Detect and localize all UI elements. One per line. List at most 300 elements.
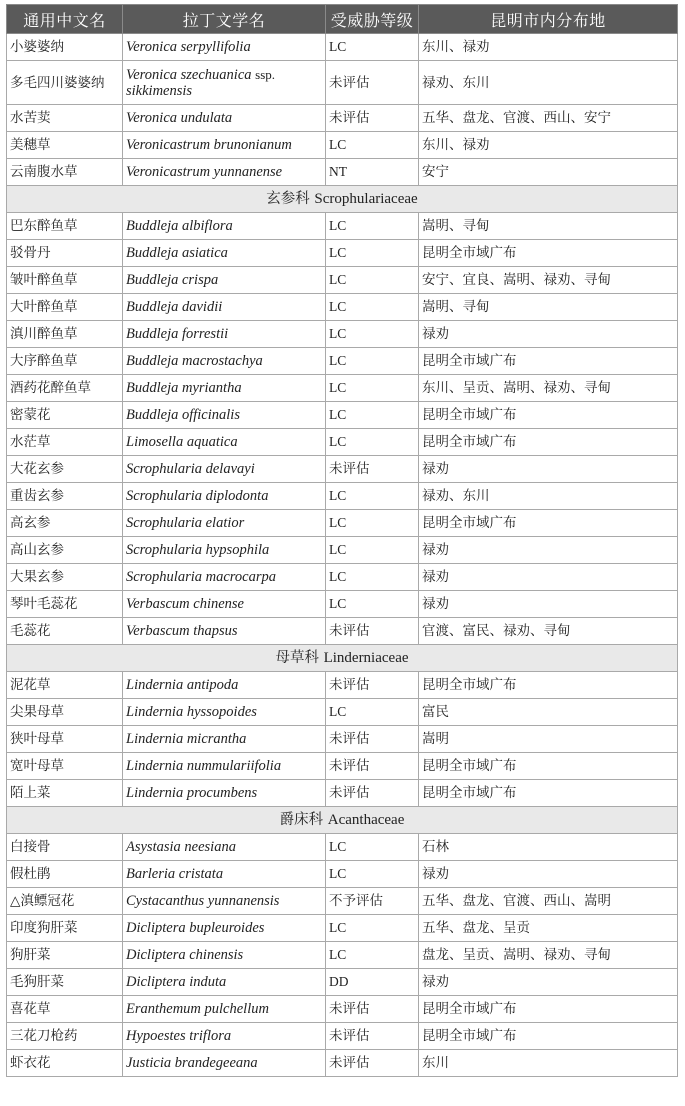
distribution: 石林 <box>422 839 449 855</box>
latin-name: Veronicastrum yunnanense <box>126 164 283 180</box>
distribution: 昆明全市域广布 <box>422 245 517 261</box>
distribution-cell <box>419 61 678 105</box>
table-row <box>7 996 678 1023</box>
distribution-cell <box>419 1023 678 1050</box>
latin-name-cell <box>123 834 326 861</box>
latin-name: Lindernia hyssopoides <box>126 704 257 720</box>
header-distribution: 昆明市内分布地 <box>419 5 678 34</box>
latin-name-cell <box>123 1050 326 1077</box>
chinese-name-cell <box>7 267 123 294</box>
threat-level-cell <box>326 834 419 861</box>
table-row <box>7 618 678 645</box>
threat-level: LC <box>329 596 347 611</box>
table-row <box>7 348 678 375</box>
latin-name: Hypoestes triflora <box>126 1028 232 1044</box>
distribution-cell <box>419 537 678 564</box>
threat-level: 未评估 <box>329 110 370 125</box>
distribution: 昆明全市域广布 <box>422 1028 517 1044</box>
header-chinese-name: 通用中文名 <box>7 5 123 34</box>
chinese-name-cell <box>7 996 123 1023</box>
threat-level: 不予评估 <box>329 893 383 908</box>
distribution-cell <box>419 618 678 645</box>
latin-name: Buddleja myriantha <box>126 380 242 396</box>
latin-name-cell <box>123 969 326 996</box>
chinese-name-cell <box>7 942 123 969</box>
threat-level: 未评估 <box>329 1028 370 1043</box>
threat-level: DD <box>329 974 349 989</box>
chinese-name: 滇川醉鱼草 <box>10 326 78 342</box>
threat-level: 未评估 <box>329 1001 370 1016</box>
chinese-name: 巴东醉鱼草 <box>10 218 78 234</box>
family-latin-name: Linderniaceae <box>323 650 409 666</box>
table-row <box>7 780 678 807</box>
chinese-name-cell <box>7 834 123 861</box>
threat-level: LC <box>329 137 347 152</box>
threat-level: LC <box>329 299 347 314</box>
threat-level-cell <box>326 699 419 726</box>
chinese-name: 高山玄参 <box>10 542 64 558</box>
distribution-cell <box>419 240 678 267</box>
table-row <box>7 753 678 780</box>
threat-level-cell <box>326 996 419 1023</box>
family-cell <box>7 186 678 213</box>
latin-name-cell <box>123 294 326 321</box>
table-row <box>7 61 678 105</box>
distribution: 禄劝 <box>422 569 449 585</box>
distribution: 五华、盘龙、官渡、西山、嵩明 <box>422 893 611 909</box>
threat-level: LC <box>329 704 347 719</box>
threat-level: 未评估 <box>329 623 370 638</box>
distribution-cell <box>419 888 678 915</box>
latin-name-cell <box>123 753 326 780</box>
latin-name: Scrophularia delavayi <box>126 461 255 477</box>
latin-name: Buddleja forrestii <box>126 326 229 342</box>
latin-name: Lindernia procumbens <box>126 785 258 801</box>
chinese-name: 酒药花醉鱼草 <box>10 380 91 396</box>
threat-level: LC <box>329 218 347 233</box>
latin-name-cell <box>123 537 326 564</box>
chinese-name-cell <box>7 375 123 402</box>
chinese-name-cell <box>7 34 123 61</box>
latin-name-cell <box>123 942 326 969</box>
latin-name: Verbascum thapsus <box>126 623 238 639</box>
distribution-cell <box>419 429 678 456</box>
distribution-cell <box>419 834 678 861</box>
distribution: 昆明全市域广布 <box>422 785 517 801</box>
chinese-name-cell <box>7 240 123 267</box>
latin-name-cell <box>123 240 326 267</box>
distribution: 五华、盘龙、官渡、西山、安宁 <box>422 110 611 126</box>
chinese-name: 大序醉鱼草 <box>10 353 78 369</box>
table-header-row <box>7 5 678 34</box>
distribution-cell <box>419 159 678 186</box>
chinese-name-cell <box>7 1023 123 1050</box>
chinese-name-cell <box>7 159 123 186</box>
latin-name-cell <box>123 61 326 105</box>
distribution-cell <box>419 942 678 969</box>
latin-name-cell <box>123 402 326 429</box>
latin-name: Barleria cristata <box>126 866 224 882</box>
distribution: 禄劝 <box>422 542 449 558</box>
threat-level: LC <box>329 380 347 395</box>
latin-name: Lindernia nummulariifolia <box>126 758 282 774</box>
table-row <box>7 915 678 942</box>
latin-name: Dicliptera induta <box>126 974 227 990</box>
threat-level: LC <box>329 569 347 584</box>
threat-level-cell <box>326 510 419 537</box>
chinese-name-cell <box>7 618 123 645</box>
table-row <box>7 267 678 294</box>
distribution-cell <box>419 34 678 61</box>
chinese-name-cell <box>7 294 123 321</box>
latin-name: Lindernia antipoda <box>126 677 239 693</box>
latin-name-cell <box>123 618 326 645</box>
chinese-name: 虾衣花 <box>10 1055 51 1071</box>
chinese-name: 云南腹水草 <box>10 164 78 180</box>
chinese-name: 喜花草 <box>10 1001 51 1017</box>
latin-name-cell <box>123 510 326 537</box>
chinese-name: 毛蕊花 <box>10 623 51 639</box>
table-row <box>7 213 678 240</box>
chinese-name-cell <box>7 429 123 456</box>
threat-level: LC <box>329 866 347 881</box>
chinese-name: 毛狗肝菜 <box>10 974 64 990</box>
latin-name-cell <box>123 996 326 1023</box>
threat-level: LC <box>329 39 347 54</box>
threat-level: 未评估 <box>329 758 370 773</box>
latin-name: Buddleja davidii <box>126 299 223 315</box>
latin-name-cell <box>123 591 326 618</box>
distribution-cell <box>419 726 678 753</box>
table-body <box>7 34 678 1077</box>
latin-name-cell <box>123 429 326 456</box>
table-row <box>7 672 678 699</box>
chinese-name: 水茫草 <box>10 434 51 450</box>
chinese-name: 白接骨 <box>10 839 51 855</box>
family-chinese-name: 爵床科 <box>279 812 324 828</box>
threat-level-cell <box>326 348 419 375</box>
chinese-name: 小婆婆纳 <box>10 39 64 55</box>
distribution-cell <box>419 348 678 375</box>
threat-level-cell <box>326 969 419 996</box>
distribution: 禄劝 <box>422 866 449 882</box>
latin-name-cell <box>123 861 326 888</box>
latin-rank: ssp. <box>255 66 276 82</box>
distribution-cell <box>419 294 678 321</box>
threat-level-cell <box>326 456 419 483</box>
threat-level-cell <box>326 429 419 456</box>
latin-name-cell <box>123 888 326 915</box>
latin-name: Asystasia neesiana <box>126 839 236 855</box>
family-chinese-name: 母草科 <box>275 650 319 666</box>
threat-level-cell <box>326 942 419 969</box>
distribution-cell <box>419 105 678 132</box>
table-row <box>7 942 678 969</box>
distribution-cell <box>419 915 678 942</box>
chinese-name-cell <box>7 402 123 429</box>
chinese-name-cell <box>7 348 123 375</box>
latin-name: Buddleja albiflora <box>126 218 233 234</box>
chinese-name: 宽叶母草 <box>10 758 64 774</box>
threat-level-cell <box>326 294 419 321</box>
chinese-name-cell <box>7 888 123 915</box>
chinese-name: △滇鳔冠花 <box>10 893 75 909</box>
chinese-name-cell <box>7 321 123 348</box>
latin-name-cell <box>123 672 326 699</box>
threat-level-cell <box>326 780 419 807</box>
latin-name: Veronica serpyllifolia <box>126 39 251 55</box>
latin-name-cell <box>123 321 326 348</box>
distribution: 官渡、富民、禄劝、寻甸 <box>422 623 571 639</box>
distribution: 昆明全市域广布 <box>422 353 517 369</box>
latin-name: Scrophularia elatior <box>126 515 245 531</box>
threat-level-cell <box>326 375 419 402</box>
latin-name-cell <box>123 159 326 186</box>
table-row <box>7 537 678 564</box>
chinese-name: 重齿玄参 <box>10 488 64 504</box>
latin-name-cell <box>123 348 326 375</box>
threat-level-cell <box>326 159 419 186</box>
latin-name-cell <box>123 456 326 483</box>
threat-level-cell <box>326 861 419 888</box>
chinese-name-cell <box>7 483 123 510</box>
distribution: 昆明全市域广布 <box>422 407 517 423</box>
chinese-name: 狭叶母草 <box>10 731 64 747</box>
chinese-name: 多毛四川婆婆纳 <box>10 74 105 91</box>
table-row <box>7 699 678 726</box>
latin-name-cell <box>123 375 326 402</box>
chinese-name-cell <box>7 915 123 942</box>
distribution: 禄劝、东川 <box>422 488 490 504</box>
distribution: 禄劝、东川 <box>422 74 490 91</box>
distribution: 昆明全市域广布 <box>422 434 517 450</box>
distribution: 禄劝 <box>422 596 449 612</box>
latin-name-cell <box>123 1023 326 1050</box>
distribution: 东川、呈贡、嵩明、禄劝、寻甸 <box>422 380 611 396</box>
threat-level: 未评估 <box>329 461 370 476</box>
latin-name-cell <box>123 726 326 753</box>
threat-level: 未评估 <box>329 677 370 692</box>
distribution: 昆明全市域广布 <box>422 677 517 693</box>
threat-level-cell <box>326 726 419 753</box>
threat-level-cell <box>326 753 419 780</box>
threat-level: 未评估 <box>329 1055 370 1070</box>
threat-level-cell <box>326 483 419 510</box>
chinese-name-cell <box>7 105 123 132</box>
distribution-cell <box>419 1050 678 1077</box>
latin-name-cell <box>123 267 326 294</box>
distribution-cell <box>419 780 678 807</box>
chinese-name: 琴叶毛蕊花 <box>10 596 78 612</box>
distribution-cell <box>419 591 678 618</box>
latin-name: Verbascum chinense <box>126 596 244 612</box>
chinese-name-cell <box>7 510 123 537</box>
threat-level: LC <box>329 353 347 368</box>
latin-name: Scrophularia hypsophila <box>126 542 270 558</box>
table-row <box>7 34 678 61</box>
chinese-name-cell <box>7 753 123 780</box>
distribution: 昆明全市域广布 <box>422 1001 517 1017</box>
latin-name: Scrophularia macrocarpa <box>126 569 276 585</box>
threat-level-cell <box>326 34 419 61</box>
chinese-name: 大花玄参 <box>10 461 64 477</box>
distribution-cell <box>419 672 678 699</box>
chinese-name-cell <box>7 861 123 888</box>
chinese-name: 三花刀枪药 <box>10 1028 78 1044</box>
chinese-name: 狗肝菜 <box>10 947 51 963</box>
threat-level: LC <box>329 407 347 422</box>
distribution: 安宁 <box>422 164 449 180</box>
chinese-name-cell <box>7 132 123 159</box>
distribution: 东川、禄劝 <box>422 137 490 153</box>
distribution: 禄劝 <box>422 326 449 342</box>
chinese-name: 陌上菜 <box>10 785 51 801</box>
chinese-name: 水苦荬 <box>10 110 51 126</box>
chinese-name-cell <box>7 591 123 618</box>
latin-name: Buddleja officinalis <box>126 407 240 423</box>
latin-name: Dicliptera chinensis <box>126 947 244 963</box>
latin-name: Veronica szechuanica <box>126 66 252 83</box>
distribution: 五华、盘龙、呈贡 <box>422 920 530 936</box>
table-row <box>7 456 678 483</box>
threat-level-cell <box>326 240 419 267</box>
table-row <box>7 132 678 159</box>
distribution: 东川、禄劝 <box>422 39 490 55</box>
table-row <box>7 564 678 591</box>
distribution-cell <box>419 132 678 159</box>
threat-level-cell <box>326 564 419 591</box>
table-row <box>7 834 678 861</box>
latin-name-cell <box>123 699 326 726</box>
distribution-cell <box>419 996 678 1023</box>
latin-infra-name: sikkimensis <box>126 82 193 99</box>
table-row <box>7 483 678 510</box>
table-row <box>7 1050 678 1077</box>
family-cell <box>7 807 678 834</box>
table-row <box>7 375 678 402</box>
latin-name: Lindernia micrantha <box>126 731 247 747</box>
latin-name-cell <box>123 132 326 159</box>
threat-level-cell <box>326 672 419 699</box>
threat-level: LC <box>329 326 347 341</box>
distribution-cell <box>419 564 678 591</box>
threat-level-cell <box>326 402 419 429</box>
latin-name-cell <box>123 34 326 61</box>
distribution-cell <box>419 861 678 888</box>
threat-level: LC <box>329 542 347 557</box>
threat-level-cell <box>326 618 419 645</box>
table-row <box>7 861 678 888</box>
threat-level-cell <box>326 321 419 348</box>
chinese-name: 密蒙花 <box>10 407 51 423</box>
family-header-row <box>7 645 678 672</box>
latin-name: Veronicastrum brunonianum <box>126 137 292 153</box>
threat-level-cell <box>326 1050 419 1077</box>
table-row <box>7 105 678 132</box>
chinese-name-cell <box>7 780 123 807</box>
family-header-row <box>7 186 678 213</box>
distribution: 东川 <box>422 1055 449 1071</box>
latin-name-cell <box>123 564 326 591</box>
distribution-cell <box>419 483 678 510</box>
chinese-name-cell <box>7 456 123 483</box>
latin-name-cell <box>123 483 326 510</box>
table-row <box>7 591 678 618</box>
chinese-name: 大果玄参 <box>10 569 64 585</box>
threat-level: LC <box>329 245 347 260</box>
latin-name: Buddleja crispa <box>126 272 219 288</box>
threat-level-cell <box>326 915 419 942</box>
table-row <box>7 402 678 429</box>
latin-name: Limosella aquatica <box>126 434 238 450</box>
chinese-name: 皱叶醉鱼草 <box>10 272 78 288</box>
distribution: 嵩明、寻甸 <box>422 299 490 315</box>
distribution-cell <box>419 699 678 726</box>
table-row <box>7 321 678 348</box>
chinese-name-cell <box>7 969 123 996</box>
distribution-cell <box>419 402 678 429</box>
distribution: 嵩明、寻甸 <box>422 218 490 234</box>
latin-name-cell <box>123 915 326 942</box>
chinese-name-cell <box>7 213 123 240</box>
threat-level: LC <box>329 515 347 530</box>
latin-name-cell <box>123 780 326 807</box>
table-row <box>7 240 678 267</box>
latin-name: Veronica undulata <box>126 110 233 126</box>
threat-level: 未评估 <box>329 785 370 800</box>
threat-level-cell <box>326 61 419 105</box>
family-chinese-name: 玄参科 <box>266 191 310 207</box>
table-row <box>7 1023 678 1050</box>
distribution-cell <box>419 753 678 780</box>
family-latin-name: Acanthaceae <box>327 812 405 828</box>
chinese-name: 尖果母草 <box>10 704 64 720</box>
chinese-name-cell <box>7 672 123 699</box>
table-row <box>7 294 678 321</box>
chinese-name: 大叶醉鱼草 <box>10 299 78 315</box>
table-row <box>7 429 678 456</box>
latin-name: Cystacanthus yunnanensis <box>126 893 280 909</box>
chinese-name: 假杜鹃 <box>10 866 51 882</box>
threat-level: LC <box>329 947 347 962</box>
distribution: 盘龙、呈贡、嵩明、禄劝、寻甸 <box>422 947 611 963</box>
latin-name: Buddleja asiatica <box>126 245 228 261</box>
chinese-name: 泥花草 <box>10 677 51 693</box>
distribution: 昆明全市域广布 <box>422 758 517 774</box>
threat-level-cell <box>326 591 419 618</box>
distribution: 嵩明 <box>422 731 449 747</box>
chinese-name-cell <box>7 537 123 564</box>
threat-level: LC <box>329 272 347 287</box>
threat-level-cell <box>326 1023 419 1050</box>
distribution-cell <box>419 375 678 402</box>
threat-level-cell <box>326 213 419 240</box>
distribution-cell <box>419 321 678 348</box>
distribution-cell <box>419 213 678 240</box>
threat-level: 未评估 <box>329 74 370 90</box>
header-threat-level: 受威胁等级 <box>326 5 419 34</box>
latin-name: Eranthemum pulchellum <box>126 1001 269 1017</box>
threat-level: LC <box>329 488 347 503</box>
latin-name-cell <box>123 213 326 240</box>
chinese-name-cell <box>7 61 123 105</box>
distribution: 禄劝 <box>422 974 449 990</box>
table-row <box>7 510 678 537</box>
header-latin-name: 拉丁文学名 <box>123 5 326 34</box>
latin-name: Dicliptera bupleuroides <box>126 920 265 936</box>
distribution-cell <box>419 969 678 996</box>
distribution-cell <box>419 510 678 537</box>
